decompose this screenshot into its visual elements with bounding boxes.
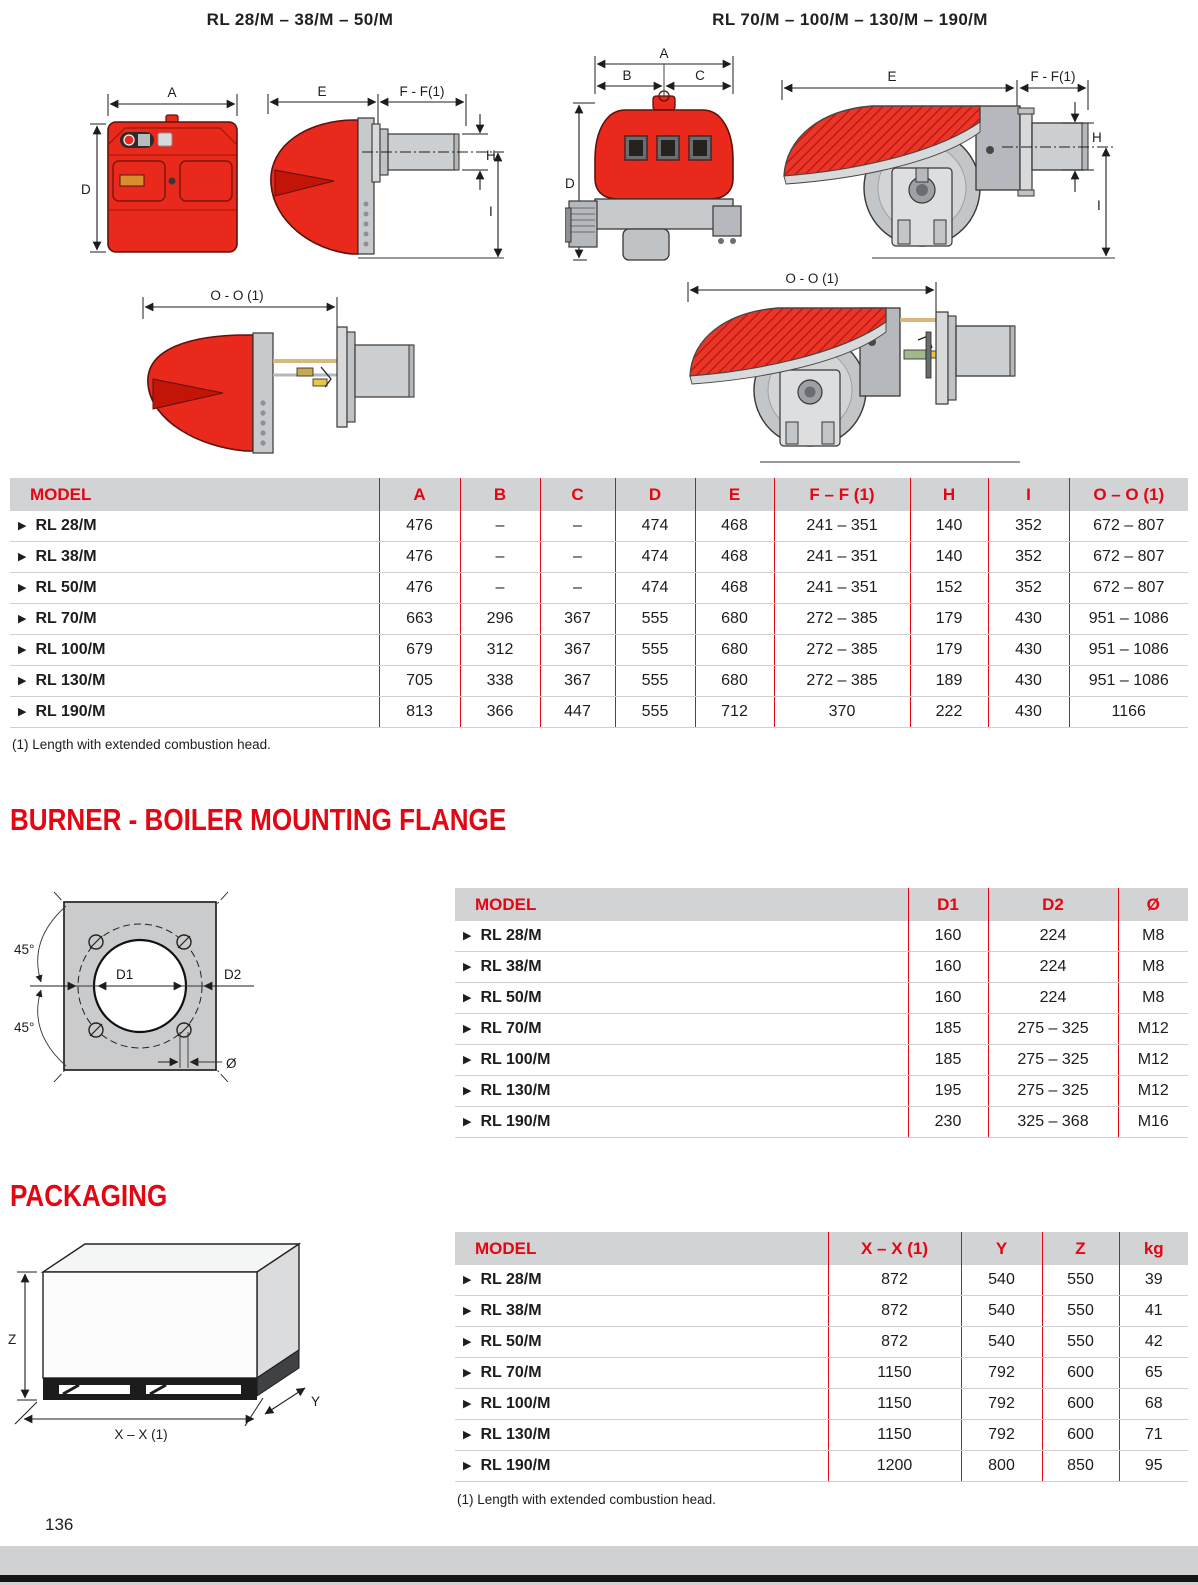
table-row [455,921,1188,952]
model-name: RL 70/M [480,1020,542,1037]
value-cell: 185 [908,1014,988,1045]
value-cell: 185 [908,1045,988,1076]
large-burner-oo-drawing [660,272,1060,472]
value-cell: 447 [540,697,615,728]
packaging-footnote: (1) Length with extended combustion head. [457,1492,716,1507]
row-marker-icon: ▶ [463,1397,472,1410]
model-name: RL 50/M [35,579,97,596]
model-name: RL 190/M [480,1457,551,1474]
table-row [455,983,1188,1014]
table-row [10,604,1188,635]
dim-label-f: F - F(1) [399,84,445,99]
value-cell: 275 – 325 [988,1076,1118,1107]
value-cell: 872 [828,1265,961,1296]
value-cell: 550 [1042,1327,1119,1358]
column-header: I [988,478,1069,511]
table-header-row [455,888,1188,921]
value-cell: 241 – 351 [774,573,910,604]
column-header: kg [1119,1232,1188,1265]
row-marker-icon: ▶ [463,1335,472,1348]
row-marker-icon: ▶ [463,1304,472,1317]
value-cell: 680 [695,635,774,666]
value-cell: M12 [1118,1076,1188,1107]
model-cell [455,1327,828,1358]
packaging-y-label: Y [311,1394,321,1409]
page-number: 136 [45,1515,74,1534]
value-cell: 352 [988,573,1069,604]
column-header: O – O (1) [1069,478,1188,511]
column-header: B [460,478,540,511]
value-cell: 140 [910,542,988,573]
packaging-x-label: X – X (1) [114,1427,168,1442]
model-name: RL 28/M [480,927,542,944]
model-cell [455,1451,828,1482]
large-burner-front-drawing [565,48,770,270]
value-cell: 367 [540,604,615,635]
value-cell: 272 – 385 [774,666,910,697]
column-header: D2 [988,888,1118,921]
flange-angle-top-label: 45° [14,942,35,957]
dim-label-b: B [622,68,632,83]
value-cell: 600 [1042,1389,1119,1420]
model-cell [455,1045,908,1076]
row-marker-icon: ▶ [18,519,27,532]
model-name: RL 70/M [480,1364,542,1381]
value-cell: 468 [695,573,774,604]
value-cell: 872 [828,1327,961,1358]
column-header: D1 [908,888,988,921]
value-cell: 352 [988,511,1069,542]
value-cell: M12 [1118,1045,1188,1076]
model-name: RL 100/M [35,641,106,658]
value-cell: 800 [961,1451,1042,1482]
table-row [455,1045,1188,1076]
flange-drawing [12,880,282,1105]
model-cell [10,666,379,697]
value-cell: 468 [695,542,774,573]
value-cell: 224 [988,921,1118,952]
value-cell: 152 [910,573,988,604]
model-name: RL 130/M [480,1426,551,1443]
value-cell: – [460,573,540,604]
value-cell: 41 [1119,1296,1188,1327]
row-marker-icon: ▶ [463,1084,472,1097]
value-cell: 224 [988,983,1118,1014]
value-cell: 430 [988,697,1069,728]
value-cell: 65 [1119,1358,1188,1389]
table-row [10,511,1188,542]
packaging-z-label: Z [8,1332,17,1347]
packaging-box [43,1244,299,1400]
value-cell: 1150 [828,1389,961,1420]
model-name: RL 28/M [480,1271,542,1288]
value-cell: 712 [695,697,774,728]
value-cell: 367 [540,666,615,697]
model-name: RL 100/M [480,1051,551,1068]
value-cell: 813 [379,697,460,728]
value-cell: 272 – 385 [774,635,910,666]
dim-label-d: D [81,182,91,197]
column-header-model: MODEL [455,1232,828,1265]
row-marker-icon: ▶ [463,960,472,973]
large-burner-title: RL 70/M – 100/M – 130/M – 190/M [712,10,988,29]
flange-plate [54,892,228,1082]
model-cell [455,1420,828,1451]
row-marker-icon: ▶ [463,1428,472,1441]
small-burner-side-drawing [258,82,506,267]
value-cell: M8 [1118,983,1188,1014]
model-cell [455,983,908,1014]
burner-front-body [565,91,741,260]
value-cell: 792 [961,1358,1042,1389]
column-header: F – F (1) [774,478,910,511]
value-cell: 275 – 325 [988,1014,1118,1045]
model-cell [455,1296,828,1327]
column-header-model: MODEL [455,888,908,921]
burner-side-body [271,118,459,254]
value-cell: 222 [910,697,988,728]
value-cell: 555 [615,697,695,728]
value-cell: 1150 [828,1420,961,1451]
dim-label-i: I [489,204,493,219]
value-cell: 555 [615,635,695,666]
value-cell: 160 [908,952,988,983]
flange-table [455,888,1188,1138]
value-cell: – [540,573,615,604]
value-cell: 792 [961,1420,1042,1451]
table-row [10,697,1188,728]
footer-black-bar [0,1575,1198,1582]
value-cell: 474 [615,542,695,573]
flange-section-heading: BURNER - BOILER MOUNTING FLANGE [10,802,507,837]
column-header: C [540,478,615,511]
flange-diameter-label: Ø [226,1056,237,1071]
packaging-section-heading: PACKAGING [10,1178,168,1213]
value-cell: 555 [615,604,695,635]
value-cell: 367 [540,635,615,666]
table-row [455,1420,1188,1451]
column-header: X – X (1) [828,1232,961,1265]
packaging-drawing [5,1228,350,1443]
value-cell: – [460,511,540,542]
value-cell: 68 [1119,1389,1188,1420]
dim-label-a: A [167,85,177,100]
row-marker-icon: ▶ [463,991,472,1004]
burner-side-body [784,106,1088,246]
table-header-row [10,478,1188,511]
value-cell: 951 – 1086 [1069,635,1188,666]
value-cell: 430 [988,604,1069,635]
value-cell: 672 – 807 [1069,573,1188,604]
model-cell [10,635,379,666]
value-cell: 663 [379,604,460,635]
dim-label-d: D [565,176,575,191]
row-marker-icon: ▶ [463,1115,472,1128]
dim-label-a: A [659,48,669,61]
row-marker-icon: ▶ [18,550,27,563]
table-row [10,573,1188,604]
value-cell: 430 [988,635,1069,666]
value-cell: 71 [1119,1420,1188,1451]
value-cell: 792 [961,1389,1042,1420]
value-cell: 1200 [828,1451,961,1482]
model-cell [455,1265,828,1296]
row-marker-icon: ▶ [463,929,472,942]
value-cell: 95 [1119,1451,1188,1482]
value-cell: 179 [910,635,988,666]
row-marker-icon: ▶ [463,1273,472,1286]
value-cell: 1150 [828,1358,961,1389]
value-cell: M16 [1118,1107,1188,1138]
flange-d2-label: D2 [224,967,242,982]
column-header: A [379,478,460,511]
value-cell: – [540,542,615,573]
model-name: RL 190/M [480,1113,551,1130]
burner-front-body [108,115,237,252]
value-cell: 370 [774,697,910,728]
model-name: RL 50/M [480,989,542,1006]
value-cell: 189 [910,666,988,697]
dim-label-h: H [1092,130,1102,145]
flange-angle-bottom-label: 45° [14,1020,35,1035]
dim-label-i: I [1097,198,1101,213]
column-header: Z [1042,1232,1119,1265]
value-cell: 474 [615,573,695,604]
table-row [455,1327,1188,1358]
model-name: RL 130/M [35,672,106,689]
model-cell [10,604,379,635]
value-cell: 680 [695,604,774,635]
table-row [455,1014,1188,1045]
value-cell: 195 [908,1076,988,1107]
small-burner-title: RL 28/M – 38/M – 50/M [206,10,394,29]
model-cell [455,1014,908,1045]
value-cell: 42 [1119,1327,1188,1358]
model-name: RL 190/M [35,703,106,720]
row-marker-icon: ▶ [18,705,27,718]
value-cell: 430 [988,666,1069,697]
value-cell: 39 [1119,1265,1188,1296]
model-cell [455,1389,828,1420]
model-name: RL 100/M [480,1395,551,1412]
column-header: H [910,478,988,511]
value-cell: 951 – 1086 [1069,666,1188,697]
dim-label-c: C [695,68,705,83]
value-cell: M12 [1118,1014,1188,1045]
dim-label-oo: O - O (1) [785,272,839,286]
column-header: Y [961,1232,1042,1265]
table-row [455,952,1188,983]
model-name: RL 38/M [480,1302,542,1319]
value-cell: – [460,542,540,573]
value-cell: 555 [615,666,695,697]
value-cell: 140 [910,511,988,542]
table-row [455,1107,1188,1138]
table-row [455,1265,1188,1296]
value-cell: 476 [379,573,460,604]
table-row [455,1296,1188,1327]
row-marker-icon: ▶ [463,1053,472,1066]
value-cell: 540 [961,1327,1042,1358]
value-cell: 325 – 368 [988,1107,1118,1138]
dim-label-oo: O - O (1) [210,288,264,303]
value-cell: 672 – 807 [1069,511,1188,542]
value-cell: 474 [615,511,695,542]
table-row [10,542,1188,573]
dim-label-e: E [317,84,327,99]
value-cell: 540 [961,1296,1042,1327]
model-name: RL 28/M [35,517,97,534]
model-name: RL 130/M [480,1082,551,1099]
value-cell: 272 – 385 [774,604,910,635]
value-cell: 600 [1042,1420,1119,1451]
value-cell: 680 [695,666,774,697]
value-cell: 1166 [1069,697,1188,728]
value-cell: M8 [1118,952,1188,983]
value-cell: 872 [828,1296,961,1327]
table-row [455,1451,1188,1482]
value-cell: 160 [908,983,988,1014]
model-cell [455,1076,908,1107]
row-marker-icon: ▶ [18,643,27,656]
large-burner-side-drawing [772,68,1117,268]
table-row [455,1076,1188,1107]
dim-label-e: E [887,69,897,84]
value-cell: 275 – 325 [988,1045,1118,1076]
model-cell [10,542,379,573]
column-header-model: MODEL [10,478,379,511]
table-row [10,666,1188,697]
value-cell: 600 [1042,1358,1119,1389]
value-cell: 241 – 351 [774,511,910,542]
value-cell: 179 [910,604,988,635]
model-cell [455,952,908,983]
packaging-table [455,1232,1188,1482]
value-cell: 705 [379,666,460,697]
burner-oo-body [690,308,1015,446]
value-cell: 296 [460,604,540,635]
value-cell: 468 [695,511,774,542]
model-name: RL 38/M [480,958,542,975]
value-cell: 540 [961,1265,1042,1296]
value-cell: 550 [1042,1296,1119,1327]
column-header: D [615,478,695,511]
flange-d1-label: D1 [116,967,134,982]
table-row [10,635,1188,666]
value-cell: 850 [1042,1451,1119,1482]
value-cell: 672 – 807 [1069,542,1188,573]
value-cell: 338 [460,666,540,697]
value-cell: 679 [379,635,460,666]
model-name: RL 38/M [35,548,97,565]
row-marker-icon: ▶ [18,581,27,594]
model-name: RL 70/M [35,610,97,627]
value-cell: 366 [460,697,540,728]
model-cell [10,511,379,542]
table-header-row [455,1232,1188,1265]
value-cell: 312 [460,635,540,666]
value-cell: 550 [1042,1265,1119,1296]
row-marker-icon: ▶ [18,612,27,625]
model-cell [455,1107,908,1138]
dimensions-footnote: (1) Length with extended combustion head. [12,737,271,752]
value-cell: M8 [1118,921,1188,952]
value-cell: 160 [908,921,988,952]
value-cell: 230 [908,1107,988,1138]
row-marker-icon: ▶ [463,1022,472,1035]
value-cell: 241 – 351 [774,542,910,573]
row-marker-icon: ▶ [463,1459,472,1472]
table-row [455,1389,1188,1420]
model-cell [10,573,379,604]
model-cell [10,697,379,728]
small-burner-oo-drawing [125,283,465,473]
model-cell [455,921,908,952]
dim-label-h: H [486,148,496,163]
value-cell: 476 [379,542,460,573]
column-header: E [695,478,774,511]
value-cell: 224 [988,952,1118,983]
row-marker-icon: ▶ [18,674,27,687]
value-cell: 476 [379,511,460,542]
model-cell [455,1358,828,1389]
dimensions-table [10,478,1188,728]
table-row [455,1358,1188,1389]
column-header: Ø [1118,888,1188,921]
value-cell: 951 – 1086 [1069,604,1188,635]
value-cell: – [540,511,615,542]
value-cell: 352 [988,542,1069,573]
model-name: RL 50/M [480,1333,542,1350]
row-marker-icon: ▶ [463,1366,472,1379]
small-burner-front-drawing [80,82,265,267]
dim-label-f: F - F(1) [1030,69,1076,84]
burner-oo-body [148,327,414,453]
